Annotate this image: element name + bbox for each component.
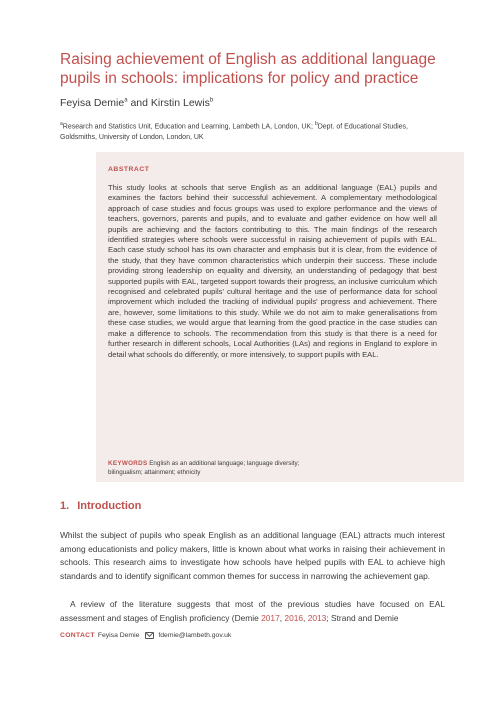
author-conjunction: and xyxy=(127,97,151,109)
contact-name: Feyisa Demie xyxy=(97,632,140,639)
keywords xyxy=(108,459,328,477)
keywords-text: English as an additional language; language diversity; bilingualism; attainment; ethnicity xyxy=(108,460,300,476)
envelope-icon xyxy=(145,632,154,639)
affiliation-mark: a xyxy=(60,121,63,127)
affiliations xyxy=(60,119,445,143)
affiliation-text: Dept. of Educational Studies, Goldsmiths, University of London, London, UK xyxy=(60,123,408,141)
citation-link[interactable]: 2013 xyxy=(307,612,327,623)
section-title: Introduction xyxy=(77,500,142,512)
contact-label: CONTACT xyxy=(60,632,95,639)
citation-link[interactable]: 2017 xyxy=(261,612,280,623)
author-name: Kirstin Lewis xyxy=(150,97,210,109)
citation-link[interactable]: 2016 xyxy=(284,612,304,623)
citation-separator: , xyxy=(303,612,308,623)
abstract-box xyxy=(96,152,464,482)
affiliation-mark: b xyxy=(314,121,318,127)
affiliation-text: Research and Statistics Unit, Education and Learning, Lambeth LA, London, UK; xyxy=(62,123,315,131)
author-affiliation-mark: a xyxy=(124,97,128,104)
section-heading xyxy=(60,500,141,512)
abstract-heading: ABSTRACT xyxy=(108,166,150,173)
paragraph-text: A review of the literature suggests that most of the previous studies have focused on EAL assessment and stages of English proficiency (Demie xyxy=(60,599,445,623)
body-paragraph xyxy=(60,598,445,625)
abstract-text: This study looks at schools that serve English as an additional language (EAL) pupils and examines the factors behind their successful achievement. A complementary methodological approach of case studies and focus groups was used to explore performance and the views of teachers, governors, parents and pupils, and to evaluate and gather evidence on how well all pupils are achieving and the factors contributing to this. The main findings of the research identified strategies where schools were successful in raising achievement of pupils with EAL. Each case study school has its own character and emphasis but it is clear, from the evidence of the study, that they have common characteristics which underpin their success. These include providing strong leadership on equality and diversity, an understanding of pedagogy that best supported pupils with EAL, targeted support towards their progress, an inclusive curriculum which recognised and celebrated pupils' cultural heritage and the use of performance data for school improvement which included the tracking of individual pupils' progress and achievement. There are, however, some limitations to this study. While we do not aim to make generalisations from these case studies, we would argue that learning from the good practice in the case studies can make a difference to schools. The recommendation from this study is that there is a need for further research in different schools, Local Authorities (LAs) and regions in England to explore in detail what schools do differently, or more intensively, to support pupils with EAL. xyxy=(108,183,437,359)
contact-email-link[interactable]: fdemie@lambeth.gov.uk xyxy=(158,632,232,639)
author-name: Feyisa Demie xyxy=(60,97,125,109)
article-title: Raising achievement of English as additional language pupils in schools: implications for policy and practice xyxy=(60,51,436,87)
paragraph-text: ; Strand and Demie xyxy=(326,612,399,623)
author-line xyxy=(60,97,213,109)
author-affiliation-mark: b xyxy=(209,97,214,104)
contact-footer xyxy=(60,632,231,639)
keywords-label: KEYWORDS xyxy=(108,460,148,467)
section-number: 1. xyxy=(60,500,70,512)
citation-separator: , xyxy=(279,612,285,623)
body-paragraph: Whilst the subject of pupils who speak English as an additional language (EAL) attracts much interest among educationists and policy makers, little is known about what works in raising their achievement in schools. This research aims to investigate how schools have helped pupils with EAL to achieve high standards and to identify significant common themes for success in narrowing the achievement gap. xyxy=(60,530,445,581)
